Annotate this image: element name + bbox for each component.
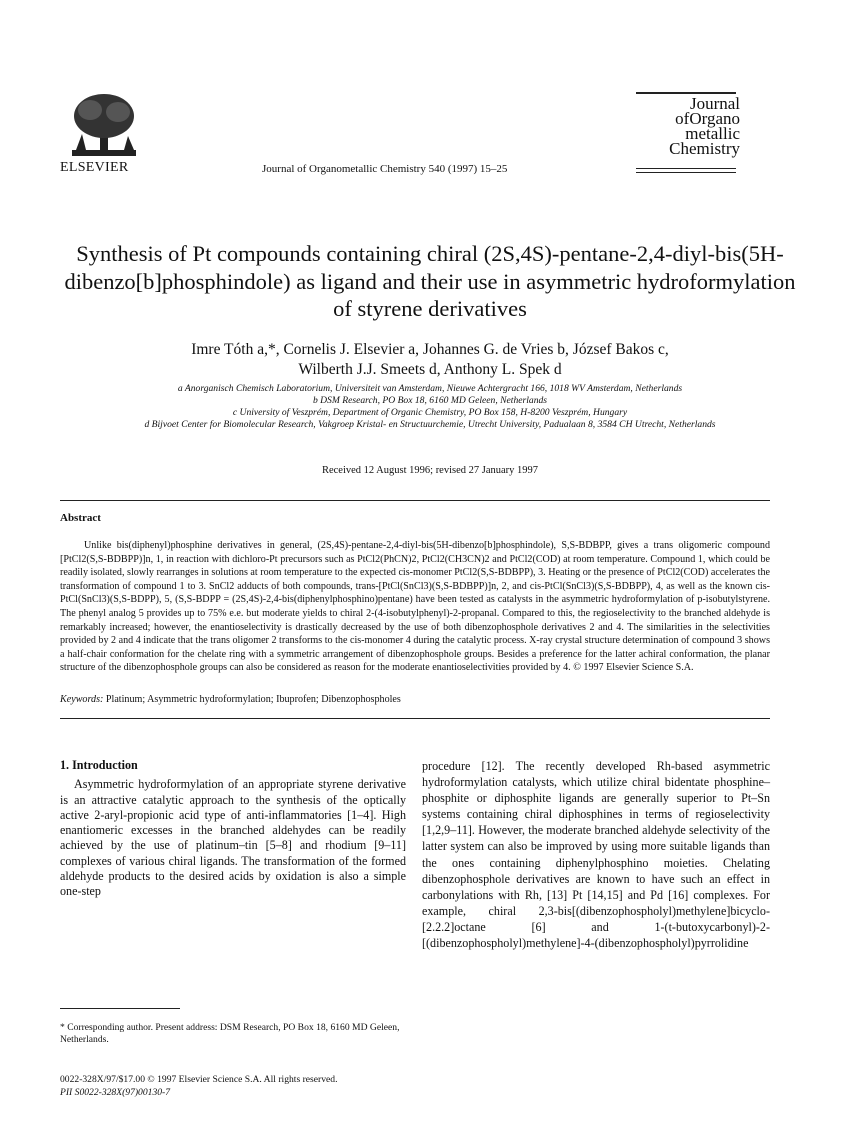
body-paragraph: Asymmetric hydroformylation of an appropriate styrene derivative is an attractive catalytic approach to the synthesis of the optically active 2-aryl-propionic acid type of anti-inflammatories [1–4]. High enantiomeric excesses in the branched aldehydes can be readily achieved by the use of platinum–tin [5–8] and rhodium [9–11] complexes of various chiral ligands. The transformation of the formed aldehyde products to the desired acids by oxidation is also a simple one-step <box>60 777 406 899</box>
affiliation: d Bijvoet Center for Biomolecular Research, Vakgroep Kristal- en Structuurchemie, Utrecht University, Padualaan 8, 3584 CH Utrecht, Netherlands <box>144 419 716 430</box>
journal-logo-line: Journal <box>689 94 740 113</box>
authors-line: Wilberth J.J. Smeets d, Anthony L. Spek d <box>298 361 562 378</box>
elsevier-tree-logo-icon <box>64 90 144 162</box>
article-title: Synthesis of Pt compounds containing chiral (2S,4S)-pentane-2,4-diyl-bis(5H-dibenzo[b]phosphindole) as ligand and their use in asymmetric hydroformylation of styrene derivatives <box>64 241 796 321</box>
journal-logo-line: ofOrgano <box>675 109 740 128</box>
keywords-text: Platinum; Asymmetric hydroformylation; Ibuprofen; Dibenzophospholes <box>105 694 401 705</box>
right-column <box>422 758 770 951</box>
keywords <box>60 694 770 705</box>
keywords-label: Keywords: <box>60 694 104 705</box>
divider <box>60 500 770 501</box>
footnote-rule <box>60 1008 180 1009</box>
affiliation: a Anorganisch Chemisch Laboratorium, Universiteit van Amsterdam, Nieuwe Achtergracht 166, 1018 WV Amsterdam, Netherlands <box>177 383 683 394</box>
left-column <box>60 758 406 900</box>
publisher-name: ELSEVIER <box>60 160 129 175</box>
body-paragraph: procedure [12]. The recently developed Rh-based asymmetric hydroformylation catalysts, which utilize chiral bidentate phosphine–phosphite or diphosphite ligands are generally superior to Pt–Sn systems containing chiral diphosphines in terms of regioselectivity [1,2,9–11]. However, the moderate branched aldehyde selectivity of the latter system can also be improved by using more suitable ligands than the ones containing diphenylphosphino moieties. Chelating dibenzophosphole derivatives are known to have such an effect in carbonylations with Rh, [13] Pt [14,15] and Pd [16] complexes. For example, chiral 2,3-bis[(dibenzophospholyl)methylene]bicyclo-[2.2.2]octane [6] and 1-(t-butoxycarbonyl)-2-[(dibenzophospholyl)methylene]-4-(dibenzophospholyl)pyrrolidine <box>422 759 770 951</box>
journal-logo <box>640 96 740 156</box>
affiliations <box>60 383 800 431</box>
author-list <box>60 340 800 380</box>
journal-logo-rules <box>636 168 736 176</box>
divider <box>60 718 770 719</box>
affiliation: b DSM Research, PO Box 18, 6160 MD Geleen, Netherlands <box>312 395 548 406</box>
journal-logo-line: Chemistry <box>669 139 740 158</box>
abstract-text: Unlike bis(diphenyl)phosphine derivatives in general, (2S,4S)-pentane-2,4-diyl-bis(5H-dibenzo[b]phosphindole), S,S-BDBPP, gives a trans oligomeric compound [PtCl2(S,S-BDBPP)]n, 1, in reaction with dichloro-Pt precursors such as PtCl2(PhCN)2, PtCl2(CH3CN)2 and PtCl2(COD) at room temperature. Compound 1, which could be readily isolated, slowly rearranges in solutions at room temperature to the expected cis-monomer PtCl2(S,S-BDBPP), 3. Heating or the presence of PtCl2(COD) accelerates the transformation of compound 1 to 3. SnCl2 adducts of both compounds, trans-[PtCl(SnCl3)(S,S-BDBPP)]n, 2, and cis-PtCl(SnCl3)(S,S-BDBPP), 4, as well as the known cis-PtCl(SnCl3)(S,S-BDPP), 5, (S,S-BDPP = (2S,4S)-2,4-bis(diphenylphosphino)pentane) have been tested as catalysts in the asymmetric hydroformylation of p-isobutylstyrene. The phenyl analog 5 provides up to 75% e.e. but moderate yields to chiral 2-(4-isobutylphenyl)-2-propanal. Compared to this, the regioselectivity to the branched aldehyde is remarkably increased; however, the enantioselectivity is drastically decreased by the use of both dibenzophosphole derivatives 2 and 4. The similarities in the selectivities provided by 2 and 4 indicate that the trans oligomer 2 transforms to the cis-monomer 4 during the catalytic process. X-ray crystal structure determination of compound 3 shows a half-chair conformation for the chelate ring with a symmetric arrangement of dibenzophosphole groups. Besides a preference for the latter achiral conformation, the planar structure of the dibenzophosphole groups can also be considered as reason for the moderate enantioselectivities provided by 4. © 1997 Elsevier Science S.A. <box>60 540 770 674</box>
abstract-heading: Abstract <box>60 512 101 524</box>
copyright <box>60 1074 480 1099</box>
authors-line: Imre Tóth a,*, Cornelis J. Elsevier a, Johannes G. de Vries b, József Bakos c, <box>191 341 669 358</box>
received-dates: Received 12 August 1996; revised 27 January 1997 <box>321 465 539 476</box>
journal-citation: Journal of Organometallic Chemistry 540 (1997) 15–25 <box>262 163 508 175</box>
journal-logo-line: metallic <box>685 124 740 143</box>
pii-line: PII S0022-328X(97)00130-7 <box>60 1086 171 1098</box>
affiliation: c University of Veszprém, Department of Organic Chemistry, PO Box 158, H-8200 Veszprém, Hungary <box>232 407 628 418</box>
copyright-line: 0022-328X/97/$17.00 © 1997 Elsevier Science S.A. All rights reserved. <box>60 1074 338 1085</box>
footnote: * Corresponding author. Present address: DSM Research, PO Box 18, 6160 MD Geleen, Netherlands. <box>60 1022 400 1045</box>
section-heading: 1. Introduction <box>60 758 138 772</box>
